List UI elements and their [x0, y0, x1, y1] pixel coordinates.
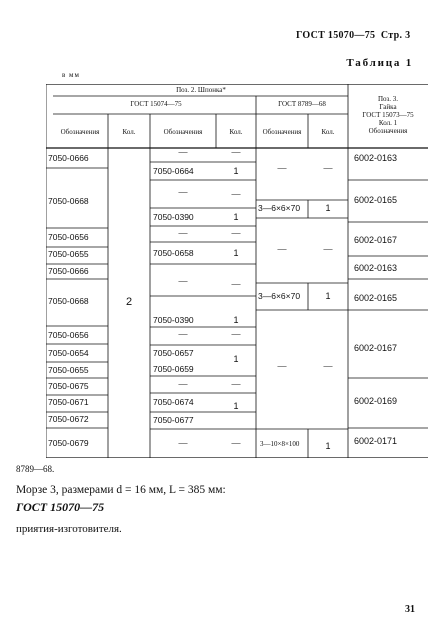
body-text-standard: ГОСТ 15070—75: [16, 500, 105, 514]
designation-cell: 7050-0675: [48, 381, 89, 391]
nut-designation-cell: 6002-0165: [354, 195, 398, 205]
nut-designation-cell: 6002-0171: [354, 436, 398, 446]
gost-8789-header: ГОСТ 8789—68: [278, 100, 326, 108]
nut-designation-cell: 6002-0163: [354, 263, 398, 273]
standard-code: ГОСТ 15070—75: [296, 30, 376, 41]
body-text-line: Морзе 3, размерами d = 16 мм, L = 385 мм:: [16, 484, 226, 496]
column-header: Кол.: [229, 128, 243, 136]
dash-cell: —: [231, 379, 241, 389]
designation-cell: 7050-0668: [48, 296, 89, 306]
dash-cell: —: [231, 228, 241, 238]
key8789-qty-cell: 1: [325, 441, 331, 451]
key-designation-cell: 7050-0664: [153, 166, 194, 176]
column-header: Обозначения: [60, 128, 100, 136]
column-header: Кол.: [122, 128, 136, 136]
dash-cell: —: [178, 187, 188, 197]
pos3-header-line: Гайка: [379, 103, 397, 111]
page-header: [296, 30, 410, 41]
group-header: Поз. 2. Шпонка*: [176, 86, 226, 94]
designation-cell: 7050-0655: [48, 365, 89, 375]
designation-cell: 7050-0656: [48, 232, 89, 242]
designation-cell: 7050-0655: [48, 249, 89, 259]
quantity-cell: 2: [125, 296, 133, 308]
designation-cell: 7050-0656: [48, 330, 89, 340]
dash-cell: —: [231, 329, 241, 339]
dash-cell: —: [231, 189, 241, 199]
column-header: Обозначения: [262, 128, 302, 136]
designation-cell: 7050-0666: [48, 153, 89, 163]
page-number: 31: [405, 604, 415, 615]
key-designation-cell: 7050-0657: [153, 348, 194, 358]
dash-cell: —: [277, 361, 287, 371]
dash-cell: —: [323, 163, 333, 173]
dash-cell: —: [231, 438, 241, 448]
dash-cell: —: [277, 163, 287, 173]
nut-designation-cell: 6002-0163: [354, 153, 398, 163]
key-designation-cell: 7050-0658: [153, 248, 194, 258]
pos3-header-line: ГОСТ 15073—75: [362, 111, 414, 119]
key-qty-cell: 1: [233, 401, 239, 411]
parts-table: [46, 84, 428, 458]
nut-designation-cell: 6002-0167: [354, 235, 398, 245]
dash-cell: —: [323, 361, 333, 371]
dash-cell: —: [178, 228, 188, 238]
body-text-line: приятия-изготовителя.: [16, 523, 122, 535]
key8789-cell: 3—6×6×70: [258, 203, 301, 213]
page-label: Стр. 3: [380, 30, 411, 41]
key8789-cell: 3—10×8×100: [260, 440, 300, 448]
table-caption: Таблица 1: [346, 57, 413, 69]
nut-designation-cell: 6002-0169: [354, 396, 398, 406]
key8789-qty-cell: 1: [325, 203, 331, 213]
dash-cell: —: [178, 276, 188, 286]
key-designation-cell: 7050-0390: [153, 212, 194, 222]
key-qty-cell: 1: [233, 354, 239, 364]
key8789-qty-cell: 1: [325, 291, 331, 301]
column-header: Обозначения: [163, 128, 203, 136]
designation-cell: 7050-0679: [48, 438, 89, 448]
pos3-header-line: Обозначения: [368, 127, 408, 135]
gost-15074-header: ГОСТ 15074—75: [130, 100, 182, 108]
pos3-header-line: Поз. 3.: [377, 95, 399, 103]
footnote: 8789—68.: [16, 464, 55, 474]
dash-cell: —: [323, 244, 333, 254]
column-header: Кол.: [321, 128, 335, 136]
key-qty-cell: 1: [233, 212, 239, 222]
key-qty-cell: 1: [233, 315, 239, 325]
key8789-cell: 3—6×6×70: [258, 291, 301, 301]
key-designation-cell: 7050-0390: [153, 315, 194, 325]
dash-cell: —: [178, 329, 188, 339]
designation-cell: 7050-0672: [48, 414, 89, 424]
dash-cell: —: [231, 147, 241, 157]
key-designation-cell: 7050-0674: [153, 397, 194, 407]
dash-cell: —: [178, 438, 188, 448]
pos3-header-line: Кол. 1: [378, 119, 398, 127]
dash-cell: —: [277, 244, 287, 254]
key-designation-cell: 7050-0659: [153, 364, 194, 374]
dash-cell: —: [178, 379, 188, 389]
dash-cell: —: [178, 147, 188, 157]
designation-cell: 7050-0654: [48, 348, 89, 358]
unit-note: в мм: [62, 71, 80, 79]
key-qty-cell: 1: [233, 166, 239, 176]
key-designation-cell: 7050-0677: [153, 415, 194, 425]
designation-cell: 7050-0668: [48, 196, 89, 206]
nut-designation-cell: 6002-0165: [354, 293, 398, 303]
nut-designation-cell: 6002-0167: [354, 343, 398, 353]
key-qty-cell: 1: [233, 248, 239, 258]
dash-cell: —: [231, 279, 241, 289]
designation-cell: 7050-0666: [48, 266, 89, 276]
designation-cell: 7050-0671: [48, 397, 89, 407]
